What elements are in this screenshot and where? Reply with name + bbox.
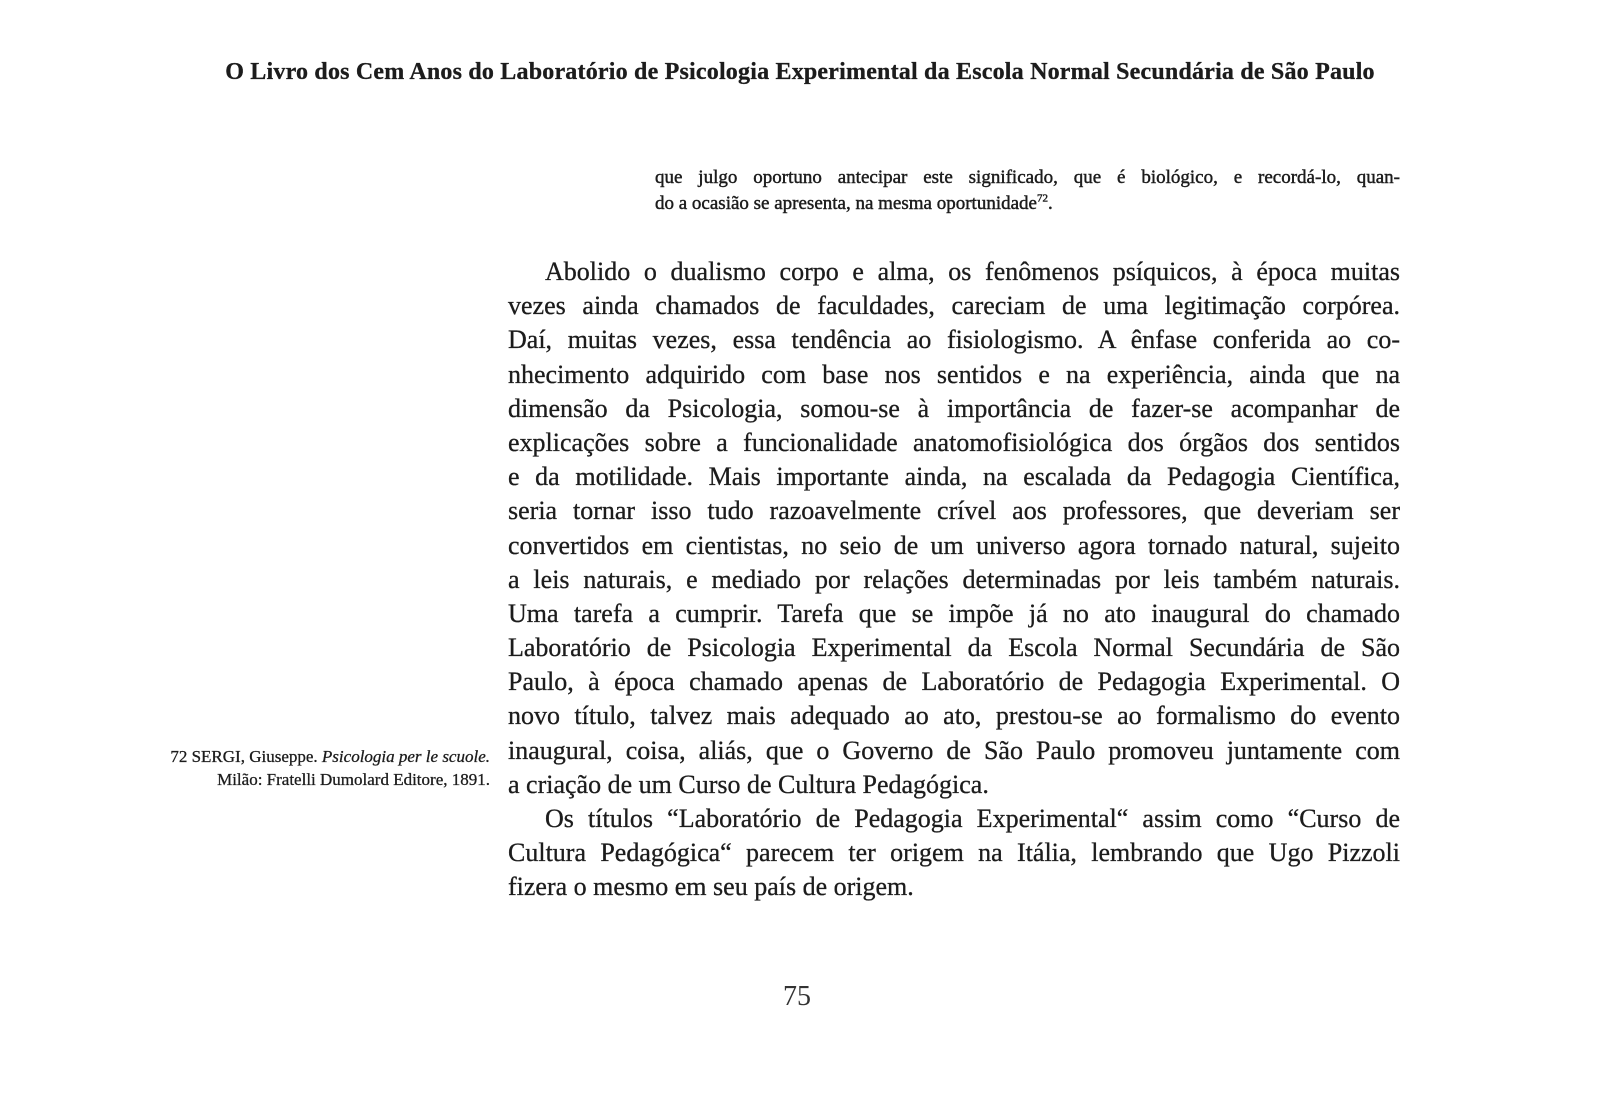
text-line: dimensão da Psicologia, somou-se à importância de fazer-se acompanhar de [508, 393, 1400, 423]
text-line: Laboratório de Psicologia Experimental da Escola Normal Secundária de São [508, 633, 1400, 663]
text-line: inaugural, coisa, aliás, que o Governo de São Paulo promoveu juntamente com [508, 735, 1400, 765]
text-line: explicações sobre a funcionalidade anatomofisiológica dos órgãos dos sentidos [508, 427, 1400, 457]
text-line: Abolido o dualismo corpo e alma, os fenômenos psíquicos, à época muitas [545, 257, 1400, 286]
quote-end-punctuation: . [1047, 193, 1053, 214]
main-text [508, 255, 1400, 905]
paragraph [508, 802, 1400, 905]
footnote-title: Psicologia per le scuole. [321, 747, 490, 766]
quote-line-text: do a ocasião se apresenta, na mesma oportunidade [655, 193, 1037, 214]
text-line: nhecimento adquirido com base nos sentidos e na experiência, ainda que na [508, 359, 1400, 389]
footnote-author: SERGI, Giuseppe. [191, 747, 318, 766]
text-line: Daí, muitas vezes, essa tendência ao fisiologismo. A ênfase conferida ao co- [508, 325, 1400, 355]
quote-line-last [655, 191, 1400, 217]
text-line: Uma tarefa a cumprir. Tarefa que se impõe já no ato inaugural do chamado [508, 598, 1400, 628]
text-line: novo título, talvez mais adequado ao ato, prestou-se ao formalismo do evento [508, 701, 1400, 731]
footnote-reference: 72 [1036, 192, 1048, 205]
text-line: seria tornar isso tudo razoavelmente crível aos professores, que deveriam ser [508, 496, 1400, 526]
running-header: O Livro dos Cem Anos do Laboratório de Psicologia Experimental da Escola Normal Secundária de São Paulo [225, 59, 1375, 85]
text-line: Os títulos “Laboratório de Pedagogia Experimental“ assim como “Curso de [545, 804, 1400, 833]
footnote-number: 72 [170, 747, 188, 766]
quote-line: que julgo oportuno antecipar este significado, que é biológico, e recordá-lo, quan- [655, 167, 1400, 188]
text-line: convertidos em cientistas, no seio de um universo agora tornado natural, sujeito [508, 530, 1400, 560]
text-line: Cultura Pedagógica“ parecem ter origem na Itália, lembrando que Ugo Pizzoli [508, 838, 1400, 868]
text-line: a leis naturais, e mediado por relações determinadas por leis também naturais. [508, 564, 1400, 594]
text-line: a criação de um Curso de Cultura Pedagógica. [508, 769, 989, 799]
page-number: 75 [783, 981, 811, 1012]
text-line: fizera o mesmo em seu país de origem. [508, 872, 914, 902]
text-line: vezes ainda chamados de faculdades, careciam de uma legitimação corpórea. [508, 291, 1400, 321]
side-footnote [90, 745, 490, 791]
text-line: Paulo, à época chamado apenas de Laboratório de Pedagogia Experimental. O [508, 667, 1400, 697]
block-quote [655, 165, 1400, 217]
footnote-line [90, 745, 490, 768]
paragraph [508, 255, 1400, 802]
footnote-publication: Milão: Fratelli Dumolard Editore, 1891. [217, 770, 490, 789]
text-line: e da motilidade. Mais importante ainda, na escalada da Pedagogia Científica, [508, 462, 1400, 492]
